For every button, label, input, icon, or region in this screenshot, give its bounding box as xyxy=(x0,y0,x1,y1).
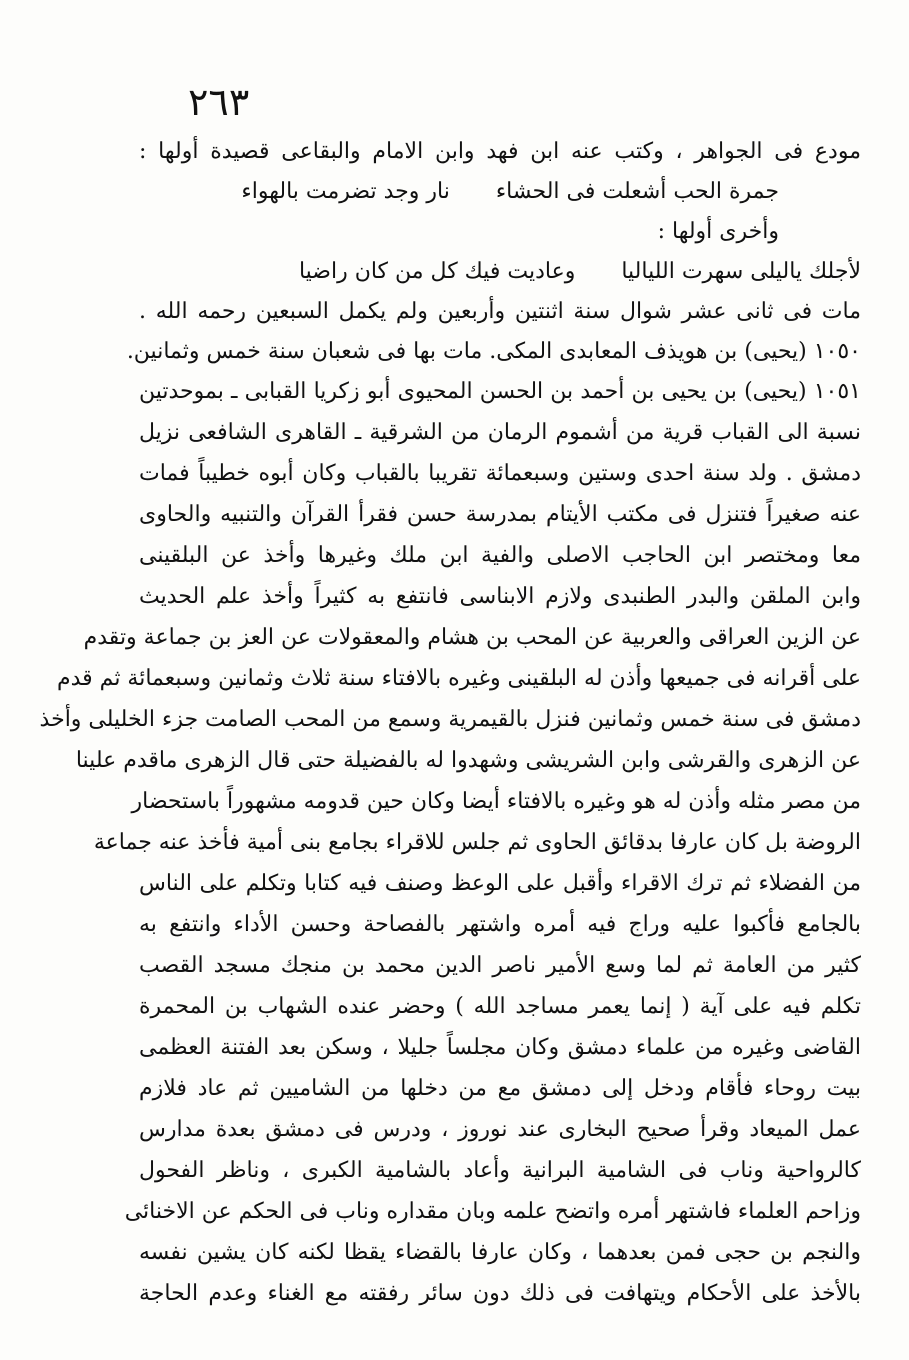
entry-1051-line: بالأخذ على الأحكام ويتهافت فى ذلك دون سائر رفقته مع الغناء وعدم الحاجة xyxy=(139,1281,861,1306)
another-poem-line: وأخرى أولها : xyxy=(657,219,779,244)
intro-line: مودع فى الجواهر ، وكتب عنه ابن فهد وابن الامام والبقاعى قصيدة أولها : xyxy=(139,139,861,164)
entry-1051-line: عن الزهرى والقرشى وابن الشريشى وشهدوا له بالفضيلة حتى قال الزهرى ماقدم علينا xyxy=(75,748,861,773)
entry-1051-line: كالرواحية وناب فى الشامية البرانية وأعاد بالشامية الكبرى ، وناظر الفحول xyxy=(139,1158,861,1183)
verse-2-first-half: لأجلك ياليلى سهرت اللياليا xyxy=(621,259,861,284)
entry-1050: ١٠٥٠ (يحيى) بن هويذف المعابدى المكى. مات بها فى شعبان سنة خمس وثمانين. xyxy=(126,339,861,364)
entry-1051-line: بيت روحاء فأقام ودخل إلى دمشق مع من دخلها من الشاميين ثم عاد فلازم xyxy=(139,1076,861,1101)
death-line: مات فى ثانى عشر شوال سنة اثنتين وأربعين ولم يكمل السبعين رحمه الله . xyxy=(139,299,861,324)
entry-1051-line: عمل الميعاد وقرأ صحيح البخارى عند نوروز ، ودرس فى دمشق بعدة مدارس xyxy=(139,1117,861,1142)
entry-1051-line: القاضى وغيره من علماء دمشق وكان مجلساً جليلا ، وسكن بعد الفتنة العظمى xyxy=(139,1035,861,1060)
entry-1051-line: تكلم فيه على آية ( إنما يعمر مساجد الله ) وحضر عنده الشهاب بن المحمرة xyxy=(139,994,861,1019)
entry-1051-line: وابن الملقن والبدر الطنبدى ولازم الابناسى فانتفع به كثيراً وأخذ علم الحديث xyxy=(139,584,861,609)
verse-1-second-half: نار وجد تضرمت بالهواء xyxy=(241,179,450,204)
entry-1051-line: بالجامع فأكبوا عليه وراج فيه أمره واشتهر بالفصاحة وحسن الأداء وانتفع به xyxy=(139,912,861,937)
entry-1051-line: ١٠٥١ (يحيى) بن يحيى بن أحمد بن الحسن المحيوى أبو زكريا القبابى ـ بموحدتين xyxy=(139,379,861,404)
entry-1051-line: من الفضلاء ثم ترك الاقراء وأقبل على الوعظ وصنف فيه كتابا وتكلم على الناس xyxy=(139,871,861,896)
entry-1051-line: دمشق فى سنة خمس وثمانين فنزل بالقيمرية وسمع من المحب الصامت جزء الخليلى وأخذ xyxy=(39,707,861,732)
entry-1051-line: عنه صغيراً فتنزل فى مكتب الأيتام بمدرسة حسن فقرأ القرآن والتنبيه والحاوى xyxy=(139,502,861,527)
entry-1051-line: عن الزين العراقى والعربية عن المحب بن هشام والمعقولات عن العز بن جماعة وتقدم xyxy=(83,625,861,650)
verse-2 xyxy=(299,252,861,292)
entry-1051-line: معا ومختصر ابن الحاجب الاصلى والفية ابن ملك وغيرها وأخذ عن البلقينى xyxy=(139,543,861,568)
page-number: ٢٦٣ xyxy=(188,80,250,124)
entry-1051-line: كثير من العامة ثم لما وسع الأمير ناصر الدين محمد بن منجك مسجد القصب xyxy=(139,953,861,978)
entry-1051-line: وزاحم العلماء فاشتهر أمره واتضح علمه وبان مقداره وناب فى الحكم عن الاخنائى xyxy=(124,1199,861,1224)
entry-1051-line: نسبة الى القباب قرية من أشموم الرمان من الشرقية ـ القاهرى الشافعى نزيل xyxy=(139,420,861,445)
verse-1 xyxy=(241,172,779,212)
entry-1051-line: على أقرانه فى جميعها وأذن له البلقينى وغيره بالافتاء سنة ثلاث وثمانين وسبعمائة ثم قدم xyxy=(57,666,861,691)
entry-1051-line: والنجم بن حجى فمن بعدهما ، وكان عارفا بالقضاء يقظا لكنه كان يشين نفسه xyxy=(139,1240,861,1265)
entry-1051-line: الروضة بل كان عارفا بدقائق الحاوى ثم جلس للاقراء بجامع بنى أمية فأخذ عنه جماعة xyxy=(93,830,861,855)
entry-1051-line: من مصر مثله وأذن له هو وغيره بالافتاء أيضا وكان حين قدومه مشهوراً باستحضار xyxy=(131,789,861,814)
verse-2-second-half: وعاديت فيك كل من كان راضيا xyxy=(298,259,576,284)
verse-1-first-half: جمرة الحب أشعلت فى الحشاء xyxy=(495,179,779,204)
entry-1051-line: دمشق . ولد سنة احدى وستين وسبعمائة تقريبا بالقباب وكان أبوه خطيباً فمات xyxy=(139,461,861,486)
